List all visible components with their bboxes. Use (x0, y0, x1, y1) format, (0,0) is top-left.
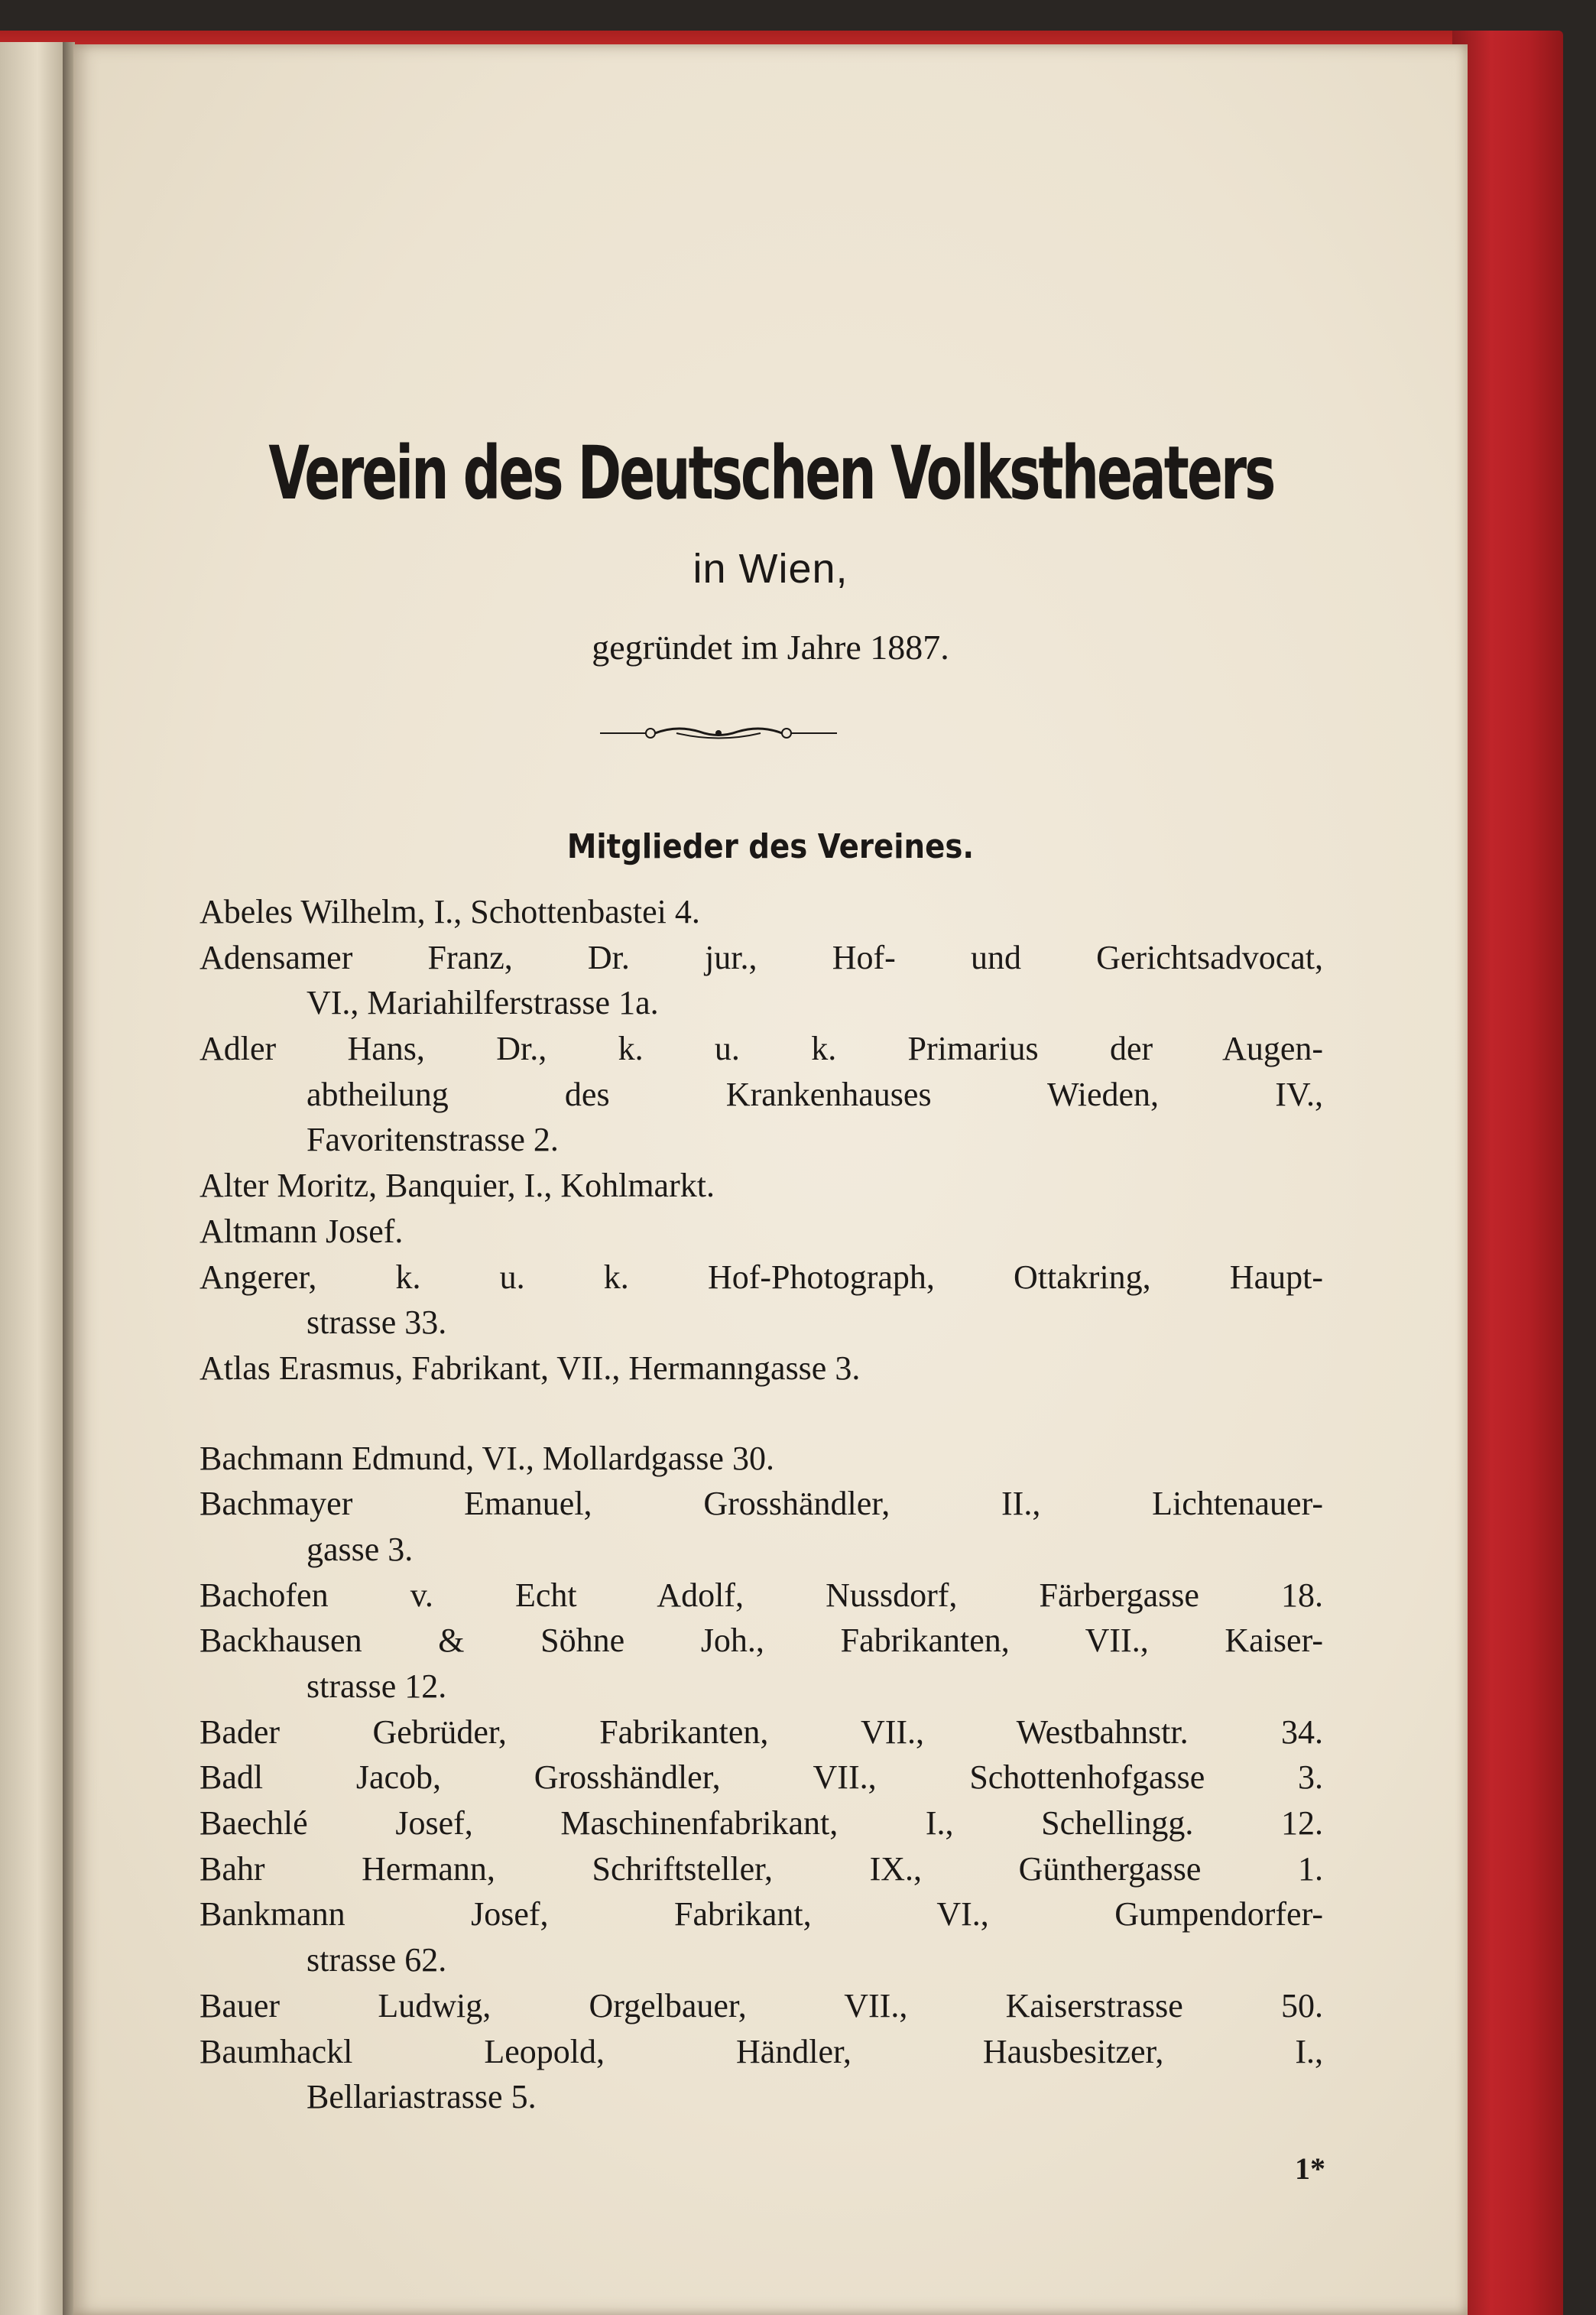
member-entry (200, 1800, 1323, 1846)
page (73, 44, 1468, 2315)
member-entry (200, 1209, 1323, 1255)
member-entry-line: Angerer, k. u. k. Hof-Photograph, Ottakring, Haupt- (200, 1258, 1323, 1296)
member-entry (200, 1481, 1323, 1572)
signature-mark: 1* (1295, 2151, 1325, 2186)
member-entry-line: Alter Moritz, Banquier, I., Kohlmarkt. (200, 1167, 715, 1205)
member-entry-line: Bankmann Josef, Fabrikant, VI., Gumpendorfer- (200, 1895, 1323, 1933)
member-entry-continuation: Bellariastrasse 5. (307, 2078, 537, 2116)
page-title: Verein des Deutschen Volkstheaters (268, 430, 1274, 516)
member-entry (200, 1983, 1323, 2029)
member-entry-line: Bahr Hermann, Schriftsteller, IX., Günthergasse 1. (200, 1849, 1323, 1888)
member-entry-line: Adler Hans, Dr., k. u. k. Primarius der Augen- (200, 1030, 1323, 1068)
member-entry-continuation: strasse 12. (307, 1667, 447, 1705)
member-entry (200, 935, 1323, 1026)
member-entry (200, 1163, 1323, 1209)
member-entry (200, 1255, 1323, 1346)
founding-note: gegründet im Jahre 1887. (592, 628, 949, 667)
member-entry-line: Badl Jacob, Grosshändler, VII., Schottenhofgasse 3. (200, 1758, 1323, 1797)
member-entry-line: Baechlé Josef, Maschinenfabrikant, I., Schellingg. 12. (200, 1804, 1323, 1843)
members-heading: Mitglieder des Vereines. (566, 827, 975, 866)
page-subtitle: in Wien, (693, 546, 848, 592)
member-entry-line: Bader Gebrüder, Fabrikanten, VII., Westbahnstr. 34. (200, 1713, 1323, 1751)
member-entry-line: Bauer Ludwig, Orgelbauer, VII., Kaiserstrasse 50. (200, 1986, 1323, 2024)
member-entry-line: Baumhackl Leopold, Händler, Hausbesitzer, I., (200, 2032, 1323, 2070)
member-entry-continuation: Favoritenstrasse 2. (307, 1121, 559, 1159)
book-cover-right-edge (1452, 31, 1563, 2315)
member-entry (200, 1891, 1323, 1982)
member-entry-line: Abeles Wilhelm, I., Schottenbastei 4. (200, 893, 700, 930)
member-entry-line: Altmann Josef. (200, 1212, 404, 1250)
member-entry (200, 1573, 1323, 1619)
member-entry (200, 889, 1323, 935)
member-entry-line: Adensamer Franz, Dr. jur., Hof- und Gerichtsadvocat, (200, 938, 1323, 976)
alphabet-section-gap (200, 1391, 1323, 1436)
member-entry (200, 1846, 1323, 1892)
member-entry (200, 1709, 1323, 1755)
member-entry-line: Bachofen v. Echt Adolf, Nussdorf, Färbergasse 18. (200, 1576, 1323, 1614)
member-entry-line: Bachmayer Emanuel, Grosshändler, II., Lichtenauer- (200, 1485, 1323, 1523)
member-entry (200, 1755, 1323, 1800)
member-entry-continuation: abtheilung des Krankenhauses Wieden, IV., (307, 1075, 1323, 1113)
member-entry (200, 2029, 1323, 2120)
ornament-divider-icon (600, 723, 837, 743)
member-entry (200, 1618, 1323, 1709)
facing-page-edge (0, 42, 65, 2315)
member-entry (200, 1436, 1323, 1482)
member-entry (200, 1026, 1323, 1163)
member-entry-line: Bachmann Edmund, VI., Mollardgasse 30. (200, 1439, 774, 1477)
member-entry-line: Backhausen & Söhne Joh., Fabrikanten, VII., Kaiser- (200, 1622, 1323, 1660)
member-entry-continuation: gasse 3. (307, 1530, 414, 1568)
member-list (200, 889, 1323, 2120)
member-entry-continuation: VI., Mariahilferstrasse 1a. (307, 984, 659, 1022)
member-entry-line: Atlas Erasmus, Fabrikant, VII., Hermanngasse 3. (200, 1349, 861, 1387)
member-entry (200, 1346, 1323, 1436)
member-entry-continuation: strasse 62. (307, 1941, 447, 1979)
member-entry-continuation: strasse 33. (307, 1304, 447, 1342)
